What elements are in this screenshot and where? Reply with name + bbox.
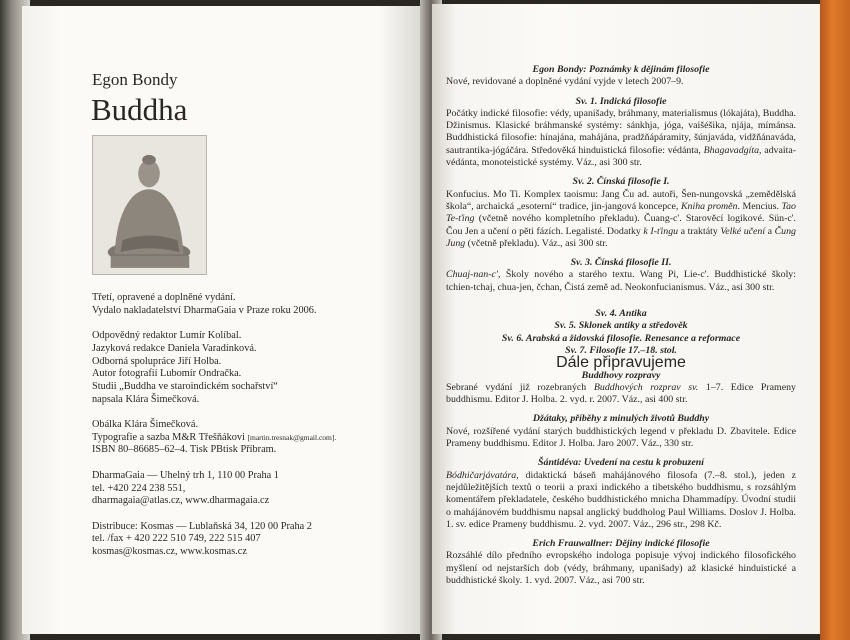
- imprint-line: Autor fotografií Lubomír Ondračka.: [92, 368, 242, 380]
- volume-heading: Sv. 4. Antika: [595, 308, 647, 320]
- book-cover-edge: [820, 0, 850, 640]
- volume-description: Chuaj-nan-c', Školy nového a starého textu. Wang Pi, Lie-c'. Buddhistické školy: tchien-tchaj, chua-jen, čchan, Čistá země ad. Neokonfucianismus. Váz., asi 300 str.: [446, 269, 796, 293]
- isbn: ISBN 80–86685–62–4. Tisk PBtisk Příbram.: [92, 444, 277, 456]
- production-info: [92, 419, 412, 457]
- volume-heading: Sv. 6. Arabská a židovská filosofie. Renesance a reformace: [501, 332, 741, 344]
- imprint-line: Distribuce: Kosmas — Lublaňská 34, 120 00 Praha 2: [92, 520, 312, 532]
- buddha-statue-image: [93, 136, 206, 274]
- imprint-line: DharmaGaia — Uhelný trh 1, 110 00 Praha 1: [92, 469, 279, 481]
- edition-info: [92, 292, 412, 317]
- series-note: Nové, revidované a doplněné vydání vyjde v letech 2007–9.: [446, 76, 684, 88]
- buddha-statue-photo: [92, 135, 207, 275]
- imprint-line: tel. /fax + 420 222 510 749, 222 515 407: [92, 533, 261, 545]
- book-heading: Šántidéva: Uvedení na cestu k probuzení: [538, 457, 704, 469]
- book-heading: Džátaky, příběhy z minulých životů Buddhy: [532, 413, 710, 425]
- volume-description: Konfucius. Mo Ti. Komplex taoismu: Jang Ču ad. autoři, Šen-nungovská „zemědělská škola“, archaická „esoterní“ tradice, jin-jangová koncepce, Kniha proměn. Mencius. Tao Te-ťing (včetně nového kompletního překladu). Čuang-c'. Starověcí logikové. Sün-c'. Čou Jen a učení o pěti fázích. Legalisté. Dodatky k I-ťingu a traktáty Velké učení a Čung Jung (včetně překladu). Váz., asi 300 str.: [446, 188, 796, 249]
- volume-heading: Sv. 2. Čínská filosofie I.: [572, 176, 670, 188]
- book-title: Buddha: [91, 92, 188, 127]
- volume-heading: Sv. 1. Indická filosofie: [575, 95, 667, 107]
- publisher-contact: [92, 470, 412, 508]
- credits: [92, 330, 412, 406]
- volume-heading: Sv. 7. Filosofie 17.–18. stol.: [565, 344, 677, 356]
- author-name: Egon Bondy: [92, 70, 178, 89]
- volume-heading: Sv. 3. Čínská filosofie II.: [570, 257, 672, 269]
- imprint-line: Obálka Klára Šimečková.: [92, 419, 199, 430]
- imprint-line: Studii „Buddha ve staroindickém sochařství“: [92, 380, 278, 392]
- book-description: Bódhičarjávatára, didaktická báseň mahájánového filosofa (7.–8. stol.), jeden z nejdůležitějších textů o teorii a praxi indického a tibetského buddhismu, s rozsáhlým komentářem překladatele, českého buddhistického mnicha Dhammadípy. Úvodní studii o mahájánovém buddhismu napsal anglický buddholog Paul Williams. Doslov J. Holba. 1. sv. edice Prameny buddhismu. 2. vyd. 2007. Váz., 296 str., 298 Kč.: [446, 469, 796, 530]
- book-description: Nové, rozšířené vydání starých buddhistických legend v překladu D. Zbavitele. Edice Prameny buddhismu. Editor J. Holba. Jaro 2007. Váz., 330 str.: [446, 425, 796, 450]
- volume-description: Počátky indické filosofie: védy, upanišady, bráhmany, materialismus (lókajáta), Buddha. Džinismus. Klasické bráhmanské systémy: sánkhja, jóga, vaišéšika, njája, mímánsa. Buddhistická filosofie: hínajána, mahájána, pradžňápáramity, šúnjaváda, vidžňánaváda, sautrantika-jógáčára. Středověká hinduistická filosofie: védánta, Bhagavadgíta, advaita-védánta, monoteistické systémy. Váz., asi 300 str.: [446, 107, 796, 169]
- imprint-line: Třetí, opravené a doplněné vydání.: [92, 292, 236, 303]
- volume-heading: Sv. 5. Sklonek antiky a středověk: [554, 320, 688, 332]
- imprint-line: tel. +420 224 238 551,: [92, 482, 186, 494]
- designer-email: [martin.tresnak@gmail.com].: [247, 432, 337, 442]
- imprint-block: [92, 292, 412, 571]
- series-title: Egon Bondy: Poznámky k dějinám filosofie: [532, 64, 710, 75]
- imprint-line: Vydalo nakladatelství DharmaGaia v Praze roku 2006.: [92, 304, 317, 316]
- imprint-line: napsala Klára Šimečková.: [92, 393, 200, 405]
- book-list: [446, 64, 796, 587]
- book-description: Rozsáhlé dílo předního evropského indologa popisuje vývoj indického filosofického myšlení od nejstarších dob (védy, bráhmany, upanišady) až klasické hinduistické a buddhistické školy. 1. vyd. 2007. Váz., asi 700 str.: [446, 550, 796, 586]
- imprint-line: Odborná spolupráce Jiří Holba.: [92, 355, 222, 367]
- imprint-line: Typografie a sazba M&R Třešňákovi: [92, 431, 248, 443]
- book-heading: Erich Frauwallner: Dějiny indické filosofie: [532, 538, 710, 550]
- imprint-line: dharmagaia@atlas.cz, www.dharmagaia.cz: [92, 495, 270, 507]
- upcoming-heading: Dále připravujeme: [556, 354, 686, 372]
- imprint-line: kosmas@kosmas.cz, www.kosmas.cz: [92, 546, 247, 557]
- distributor-contact: [92, 521, 412, 559]
- imprint-line: Jazyková redakce Daniela Varadínková.: [92, 342, 257, 354]
- book-heading: Buddhovy rozpravy: [581, 369, 661, 381]
- imprint-line: Odpovědný redaktor Lumír Kolíbal.: [92, 330, 242, 342]
- book-description: Sebrané vydání již rozebraných Buddhových rozprav sv. 1–7. Edice Prameny buddhismu. Editor J. Holba. 2. vyd. r. 2007. Váz., asi 400 str.: [446, 381, 796, 406]
